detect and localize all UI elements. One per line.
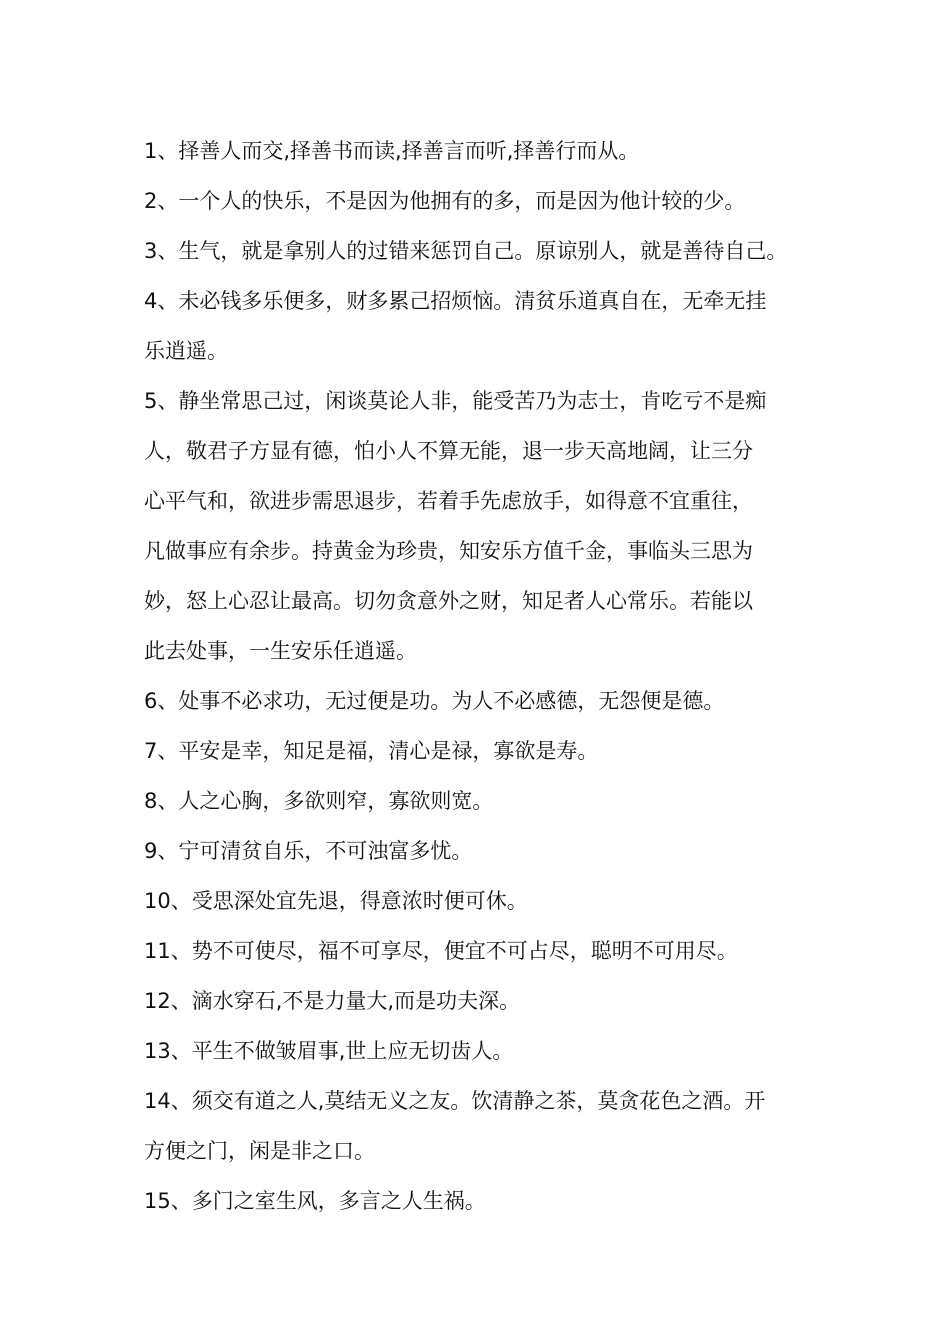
text-line: 妙，怒上心忍让最高。切勿贪意外之财，知足者人心常乐。若能以 (144, 589, 753, 613)
text-line: 4、未必钱多乐便多，财多累己招烦恼。清贫乐道真自在，无牵无挂 (144, 289, 767, 313)
text-line: 5、静坐常思己过，闲谈莫论人非，能受苦乃为志士，肯吃亏不是痴 (144, 389, 767, 413)
text-line: 凡做事应有余步。持黄金为珍贵，知安乐方值千金，事临头三思为 (144, 539, 753, 563)
text-line: 7、平安是幸，知足是福，清心是禄，寡欲是寿。 (144, 739, 599, 763)
text-line: 13、平生不做皱眉事,世上应无切齿人。 (144, 1039, 514, 1063)
document-body (144, 126, 844, 1226)
text-line: 2、一个人的快乐，不是因为他拥有的多，而是因为他计较的少。 (144, 189, 746, 213)
text-line: 12、滴水穿石,不是力量大,而是功夫深。 (144, 989, 521, 1013)
text-line: 9、宁可清贫自乐，不可浊富多忧。 (144, 839, 473, 863)
text-line: 1、择善人而交,择善书而读,择善言而听,择善行而从。 (144, 139, 640, 163)
text-line: 此去处事，一生安乐任逍遥。 (144, 639, 417, 663)
text-line: 11、势不可使尽，福不可享尽，便宜不可占尽，聪明不可用尽。 (144, 939, 738, 963)
text-line: 方便之门，闲是非之口。 (144, 1139, 375, 1163)
text-line: 14、须交有道之人,莫结无义之友。饮清静之茶，莫贪花色之酒。开 (144, 1089, 766, 1113)
text-line: 15、多门之室生风，多言之人生祸。 (144, 1189, 486, 1213)
text-line: 心平气和，欲进步需思退步，若着手先虑放手，如得意不宜重往， (144, 489, 753, 513)
text-line: 6、处事不必求功，无过便是功。为人不必感德，无怨便是德。 (144, 689, 725, 713)
text-line: 3、生气，就是拿别人的过错来惩罚自己。原谅别人，就是善待自己。 (144, 239, 788, 263)
text-line: 人，敬君子方显有德，怕小人不算无能，退一步天高地阔，让三分 (144, 439, 753, 463)
text-line: 8、人之心胸，多欲则窄，寡欲则宽。 (144, 789, 494, 813)
text-line: 10、受思深处宜先退，得意浓时便可休。 (144, 889, 528, 913)
text-line: 乐逍遥。 (144, 339, 228, 363)
